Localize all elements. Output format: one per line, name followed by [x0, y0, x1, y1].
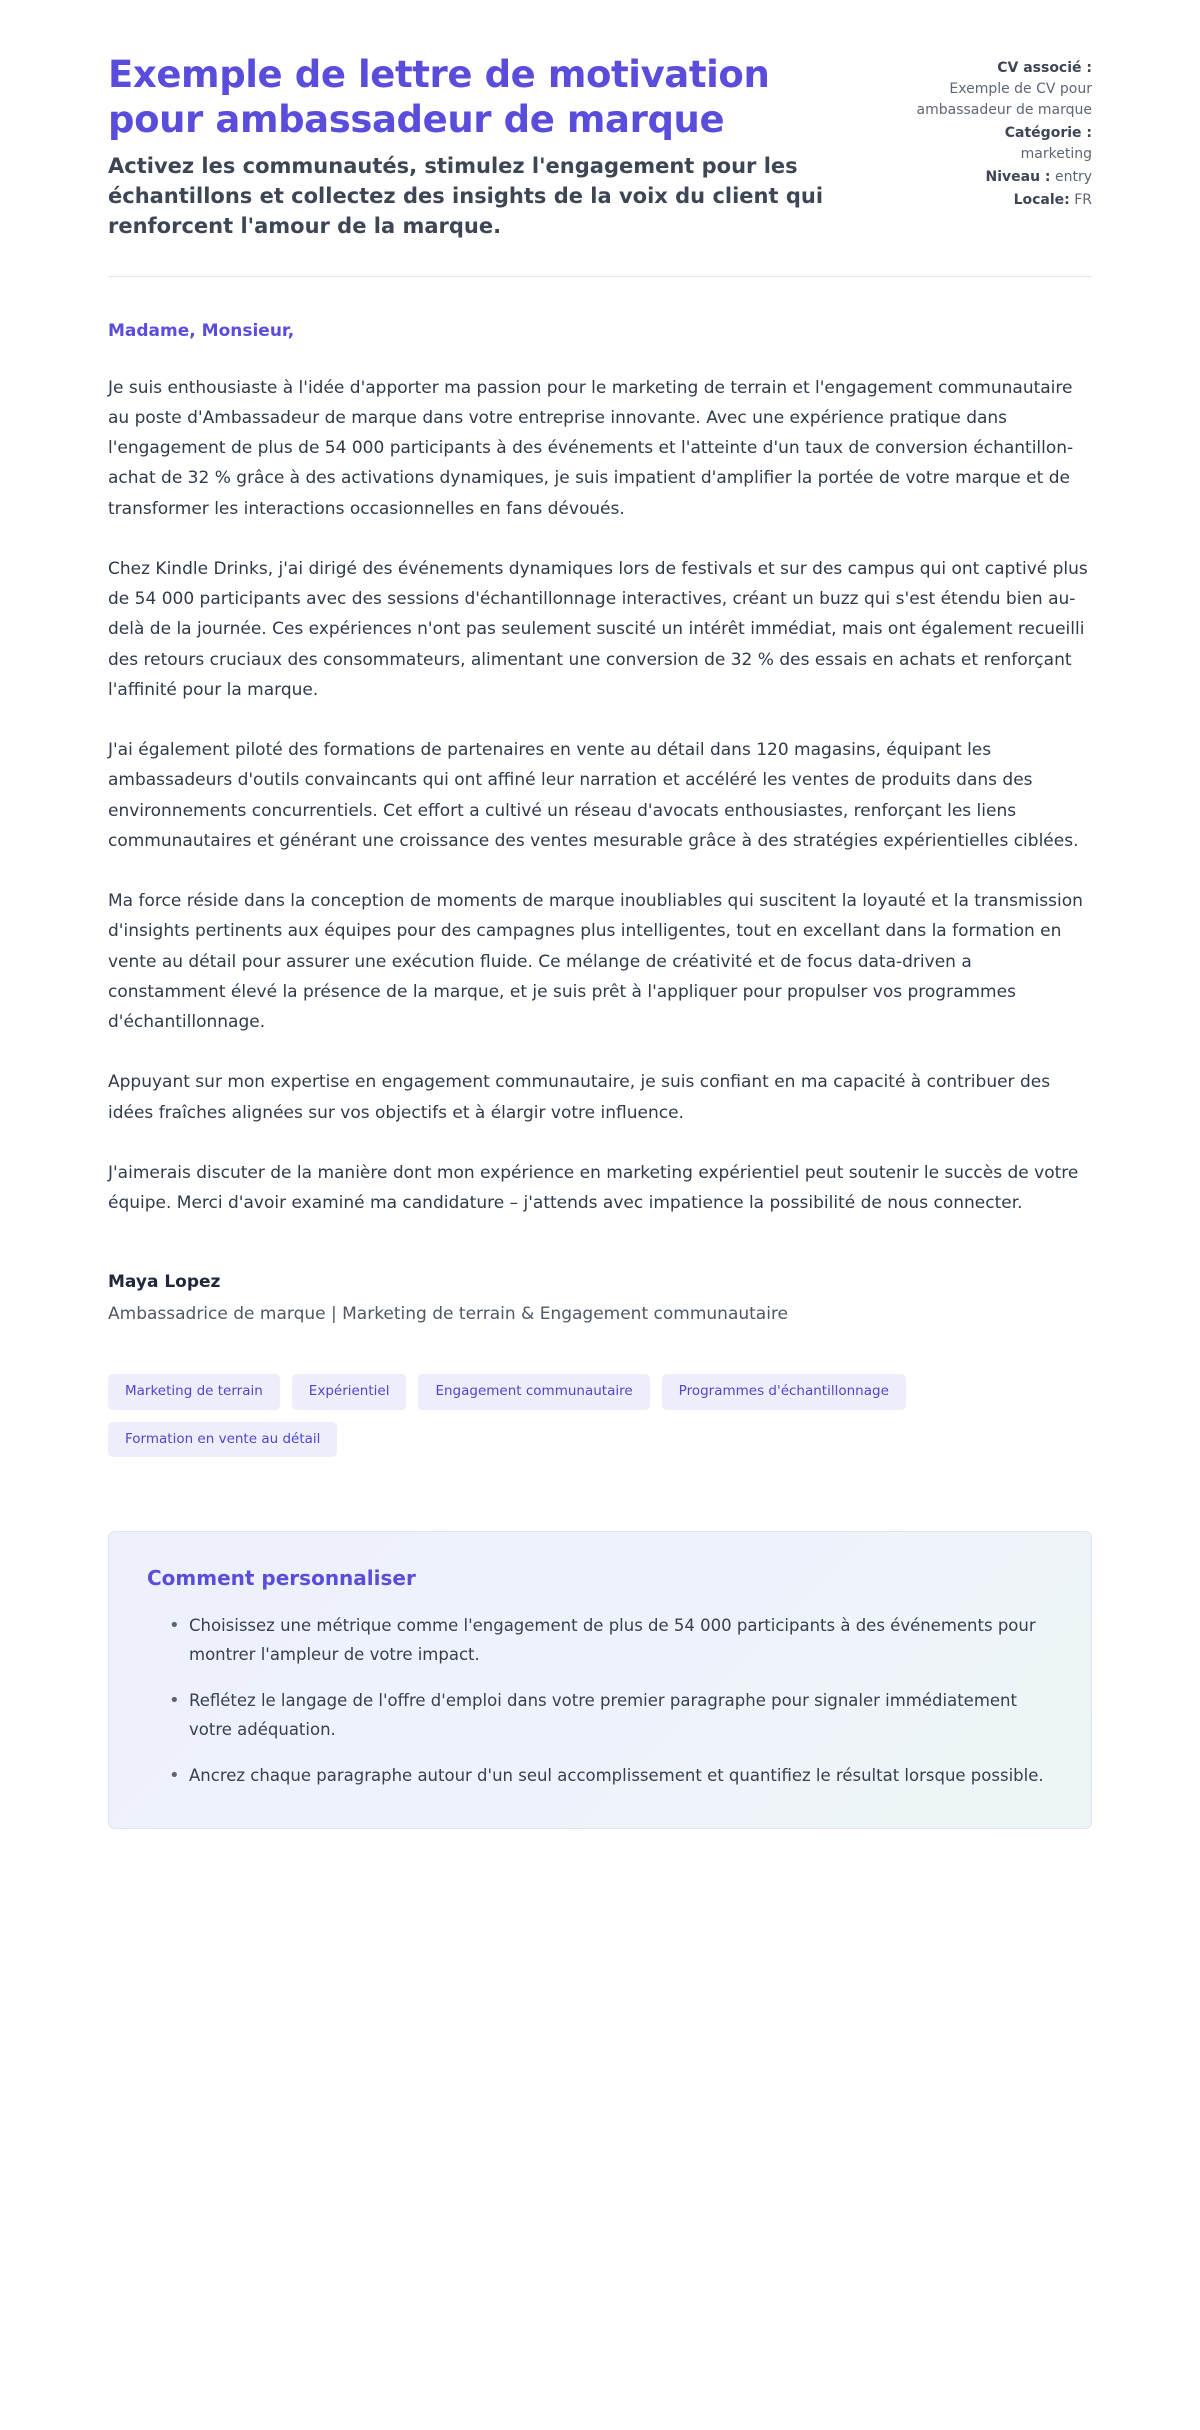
header-title-block [108, 52, 842, 242]
meta-level [882, 167, 1092, 188]
letter-paragraph: Appuyant sur mon expertise en engagement communautaire, je suis confiant en ma capacité à contribuer des idées fraîches alignées sur vos objectifs et à élargir votre influence. [108, 1072, 1051, 1123]
meta-category-label: Catégorie : [1004, 125, 1092, 141]
page-title: Exemple de lettre de motivation pour ambassadeur de marque [108, 53, 770, 142]
tag-item[interactable]: Programmes d'échantillonnage [662, 1374, 906, 1410]
tag-list [108, 1374, 1068, 1457]
tips-list-item: • Ancrez chaque paragraphe autour d'un seul accomplissement et quantifiez le résultat lorsque possible. [169, 1762, 1053, 1790]
meta-locale-label: Locale: [1013, 192, 1070, 208]
tag-item[interactable]: Marketing de terrain [108, 1374, 280, 1410]
letter-paragraph: J'ai également piloté des formations de partenaires en vente au détail dans 120 magasins, équipant les ambassadeurs d'outils convaincants qui ont affiné leur narration et accéléré les ventes de produits dans des environnements concurrentiels. Cet effort a cultivé un réseau d'avocats enthousiastes, renforçant les liens communautaires et générant une croissance des ventes mesurable grâce à des stratégies expérientielles ciblées. [108, 740, 1079, 851]
letter-signature [108, 1272, 1092, 1324]
letter-paragraph: J'aimerais discuter de la manière dont mon expérience en marketing expérientiel peut soutenir le succès de votre équipe. Merci d'avoir examiné ma candidature – j'attends avec impatience la possibilité de nous connecter. [108, 1162, 1079, 1214]
document-header [108, 52, 1092, 276]
customization-tips-panel [108, 1531, 1092, 1829]
letter-salutation: Madame, Monsieur, [108, 320, 295, 341]
tips-title: Comment personnaliser [147, 1566, 416, 1591]
cover-letter-body [108, 321, 1092, 1325]
letter-paragraph: Chez Kindle Drinks, j'ai dirigé des événements dynamiques lors de festivals et sur des campus qui ont captivé plus de 54 000 participants avec des sessions d'échantillonnage interactives, créant un buzz qui s'est étendu bien au-delà de la journée. Ces expériences n'ont pas seulement suscité un intérêt immédiat, mais ont également recueilli des retours cruciaux des consommateurs, alimentant une conversion de 32 % des essais en achats et renforçant l'affinité pour la marque. [108, 558, 1088, 700]
meta-level-value: entry [1054, 169, 1092, 185]
meta-cv-label: CV associé : [997, 60, 1092, 76]
tag-item[interactable]: Formation en vente au détail [108, 1422, 337, 1458]
document-metadata [882, 52, 1092, 213]
signature-role: Ambassadrice de marque | Marketing de terrain & Engagement communautaire [108, 1304, 789, 1325]
meta-locale [882, 190, 1092, 211]
tips-list-item: • Reflétez le langage de l'offre d'emploi dans votre premier paragraphe pour signaler immédiatement votre adéquation. [169, 1687, 1053, 1744]
tips-list [147, 1612, 1053, 1790]
page-subtitle: Activez les communautés, stimulez l'engagement pour les échantillons et collectez des insights de la voix du client qui renforcent l'amour de la marque. [108, 154, 824, 238]
meta-cv-value: Exemple de CV pour ambassadeur de marque [916, 81, 1092, 118]
letter-paragraph: Je suis enthousiaste à l'idée d'apporter ma passion pour le marketing de terrain et l'engagement communautaire au poste d'Ambassadeur de marque dans votre entreprise innovante. Avec une expérience pratique dans l'engagement de plus de 54 000 participants à des événements et l'atteinte d'un taux de conversion échantillon-achat de 32 % grâce à des activations dynamiques, je suis impatient d'amplifier la portée de votre marque et de transformer les interactions occasionnelles en fans dévoués. [108, 377, 1074, 519]
letter-paragraph: Ma force réside dans la conception de moments de marque inoubliables qui suscitent la loyauté et la transmission d'insights pertinents aux équipes pour des campagnes plus intelligentes, tout en excellant dans la formation en vente au détail pour assurer une exécution fluide. Ce mélange de créativité et de focus data-driven a constamment élevé la présence de la marque, et je suis prêt à l'appliquer pour propulser vos programmes d'échantillonnage. [108, 891, 1083, 1033]
meta-category [882, 123, 1092, 165]
tips-list-item: • Choisissez une métrique comme l'engagement de plus de 54 000 participants à des événements pour montrer l'ampleur de votre impact. [169, 1612, 1053, 1669]
meta-level-label: Niveau : [985, 169, 1051, 185]
signature-name: Maya Lopez [108, 1272, 221, 1293]
meta-locale-value: FR [1074, 192, 1092, 208]
meta-category-value: marketing [1020, 146, 1092, 162]
tag-item[interactable]: Engagement communautaire [418, 1374, 649, 1410]
header-divider [108, 276, 1092, 277]
meta-cv [882, 58, 1092, 121]
tag-item[interactable]: Expérientiel [292, 1374, 407, 1410]
